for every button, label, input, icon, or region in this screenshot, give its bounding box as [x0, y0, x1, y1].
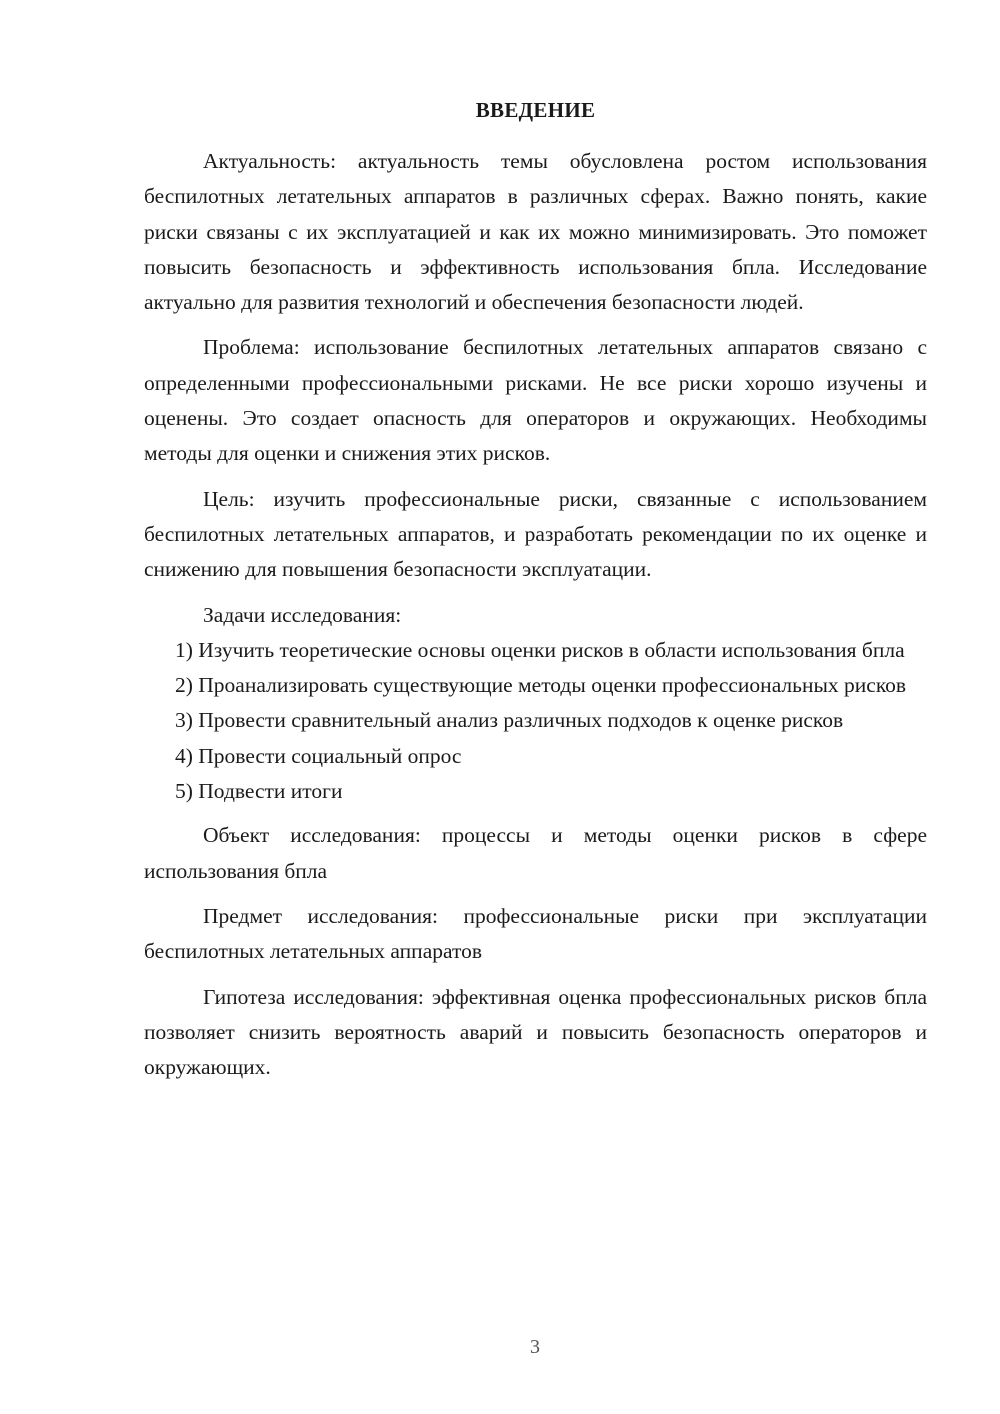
page-number: 3 [530, 1336, 540, 1358]
paragraph-subject: Предмет исследования: профессиональные риски при эксплуатации беспилотных летательных аппаратов [144, 903, 927, 964]
list-item: 2) Проанализировать существующие методы оценки профессиональных рисков [175, 673, 907, 698]
paragraph-hypothesis: Гипотеза исследования: эффективная оценка профессиональных рисков бпла позволяет снизить вероятность аварий и повысить безопасность операторов и окружающих. [144, 984, 927, 1080]
tasks-list [144, 633, 927, 809]
tasks-heading: Задачи исследования: [203, 602, 402, 627]
paragraph-relevance: Актуальность: актуальность темы обусловлена ростом использования беспилотных летательных аппаратов в различных сферах. Важно понять, какие риски связаны с их эксплуатацией и как их можно минимизировать. Это поможет повысить безопасность и эффективность использования бпла. Исследование актуально для развития технологий и обеспечения безопасности людей. [144, 149, 927, 315]
list-item: 3) Провести сравнительный анализ различных подходов к оценке рисков [175, 708, 844, 733]
list-item: 4) Провести социальный опрос [175, 743, 462, 768]
list-item: 1) Изучить теоретические основы оценки рисков в области использования бпла [175, 637, 905, 662]
list-item: 5) Подвести итоги [175, 779, 343, 804]
paragraph-object: Объект исследования: процессы и методы оценки рисков в сфере использования бпла [144, 823, 927, 883]
document-page [144, 95, 927, 1085]
paragraph-problem: Проблема: использование беспилотных летательных аппаратов связано с определенными профессиональными рисками. Не все риски хорошо изучены и оценены. Это создает опасность для операторов и окружающих. Необходимы методы для оценки и снижения этих рисков. [144, 335, 927, 466]
paragraph-goal: Цель: изучить профессиональные риски, связанные с использованием беспилотных летательных аппаратов, и разработать рекомендации по их оценке и снижению для повышения безопасности эксплуатации. [144, 486, 927, 582]
page-title: ВВЕДЕНИЕ [475, 98, 596, 122]
